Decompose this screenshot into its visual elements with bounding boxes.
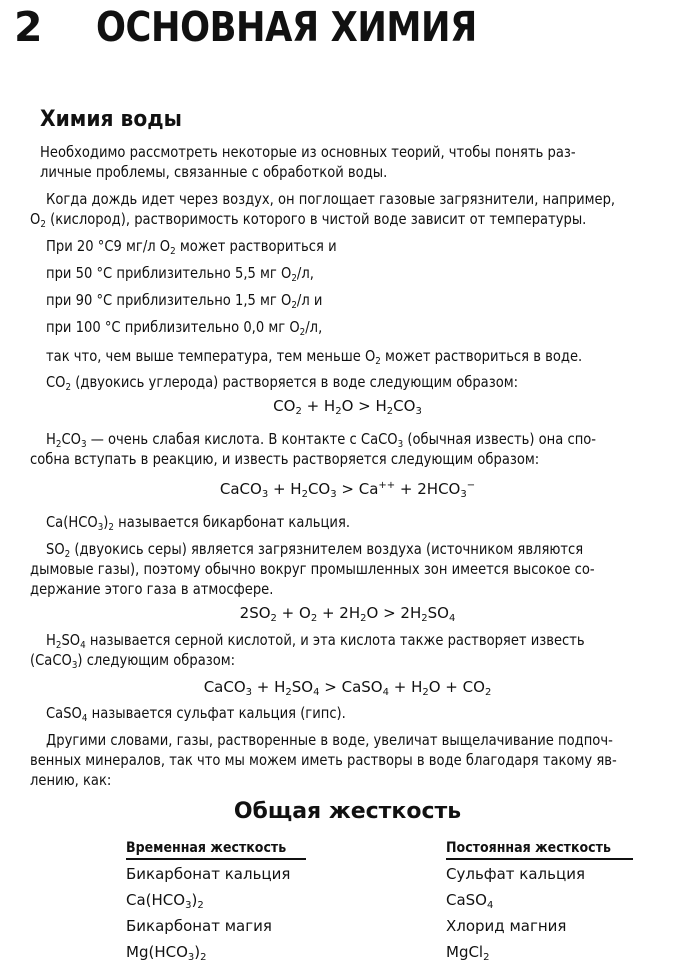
paragraph-line: $H_2CO_3$ — очень слабая кислота. В контакте с CaCO$_3$ (обычная известь) она спо-: [46, 430, 597, 450]
table-header-rule: [126, 858, 306, 860]
equation: $CO_2 + H_2O > H_2CO_3$: [273, 397, 422, 417]
table-cell: $Ca(HCO_3)_2$: [126, 891, 204, 911]
table-header-permanent-hardness: Постоянная жесткость: [446, 840, 611, 856]
paragraph-line: личные проблемы, связанные с обработкой воды.: [40, 163, 388, 181]
table-cell: $Mg(HCO_3)_2$: [126, 943, 207, 963]
paragraph-line: держание этого газа в атмосфере.: [30, 580, 274, 598]
paragraph-line: CaSO$_4$ называется сульфат кальция (гипс).: [46, 704, 346, 724]
table-cell: Бикарбонат кальция: [126, 865, 291, 883]
table-header-temporary-hardness: Временная жесткость: [126, 840, 287, 856]
temperature-line: При 20 °С9 мг/л $O_2$ может раствориться и: [46, 237, 337, 257]
paragraph-line: так что, чем выше температура, тем меньше $O_2$ может раствориться в воде.: [46, 347, 583, 367]
table-cell: Бикарбонат магия: [126, 917, 272, 935]
paragraph-line: Когда дождь идет через воздух, он поглощает газовые загрязнители, например,: [46, 190, 616, 208]
chapter-title: ОСНОВНАЯ ХИМИЯ: [96, 3, 477, 51]
table-cell: CaSO$_4$: [446, 891, 494, 911]
paragraph-line: $Ca(HCO_3)_2$ называется бикарбонат кальция.: [46, 513, 351, 533]
temperature-line: при 50 °С приблизительно 5,5 мг $O_2/л$,: [46, 264, 314, 284]
table-header-rule: [446, 858, 633, 860]
paragraph-line: $H_2SO_4$ называется серной кислотой, и эта кислота также растворяет известь: [46, 631, 585, 651]
paragraph-line: венных минералов, так что мы можем иметь растворы в воде благодаря такому яв-: [30, 751, 617, 769]
paragraph-line: $O_2$ (кислород), растворимость которого в чистой воде зависит от температуры.: [30, 210, 587, 230]
chapter-number: 2: [14, 3, 43, 51]
table-cell: Сульфат кальция: [446, 865, 585, 883]
paragraph-line: лению, как:: [30, 771, 112, 789]
paragraph-line: (CaCO$_3$) следующим образом:: [30, 651, 236, 671]
equation: CaCO$_3$ + $H_2SO_4$ > CaSO$_4$ + $H_2O + CO_2$: [203, 678, 492, 698]
section-title: Химия воды: [40, 107, 182, 132]
paragraph-line: Другими словами, газы, растворенные в воде, увеличат выщелачивание подпоч-: [46, 731, 613, 749]
paragraph-line: собна вступать в реакцию, и известь растворяется следующим образом:: [30, 450, 540, 468]
table-title: Общая жесткость: [233, 799, 462, 824]
temperature-line: при 90 °С приблизительно 1,5 мг $O_2/л$ и: [46, 291, 323, 311]
chapter-heading: [8, 2, 688, 52]
table-cell: MgCl$_2$: [446, 943, 490, 963]
equation: $2SO_2 + O_2 + 2H_2O > 2H_2SO_4$: [239, 604, 456, 624]
equation: CaCO$_3$ + $H_2CO_3 > Ca^{++} + 2HCO_3^-$: [219, 480, 476, 500]
paragraph-line: $CO_2$ (двуокись углерода) растворяется в воде следующим образом:: [46, 373, 519, 393]
temperature-line: при 100 °С приблизительно 0,0 мг $O_2/л$,: [46, 318, 323, 338]
paragraph-line: Необходимо рассмотреть некоторые из основных теорий, чтобы понять раз-: [40, 143, 576, 161]
paragraph-line: дымовые газы), поэтому обычно вокруг промышленных зон имеется высокое со-: [30, 560, 595, 578]
paragraph-line: $SO_2$ (двуокись серы) является загрязнителем воздуха (источником являются: [46, 540, 584, 560]
table-cell: Хлорид магния: [446, 917, 567, 935]
